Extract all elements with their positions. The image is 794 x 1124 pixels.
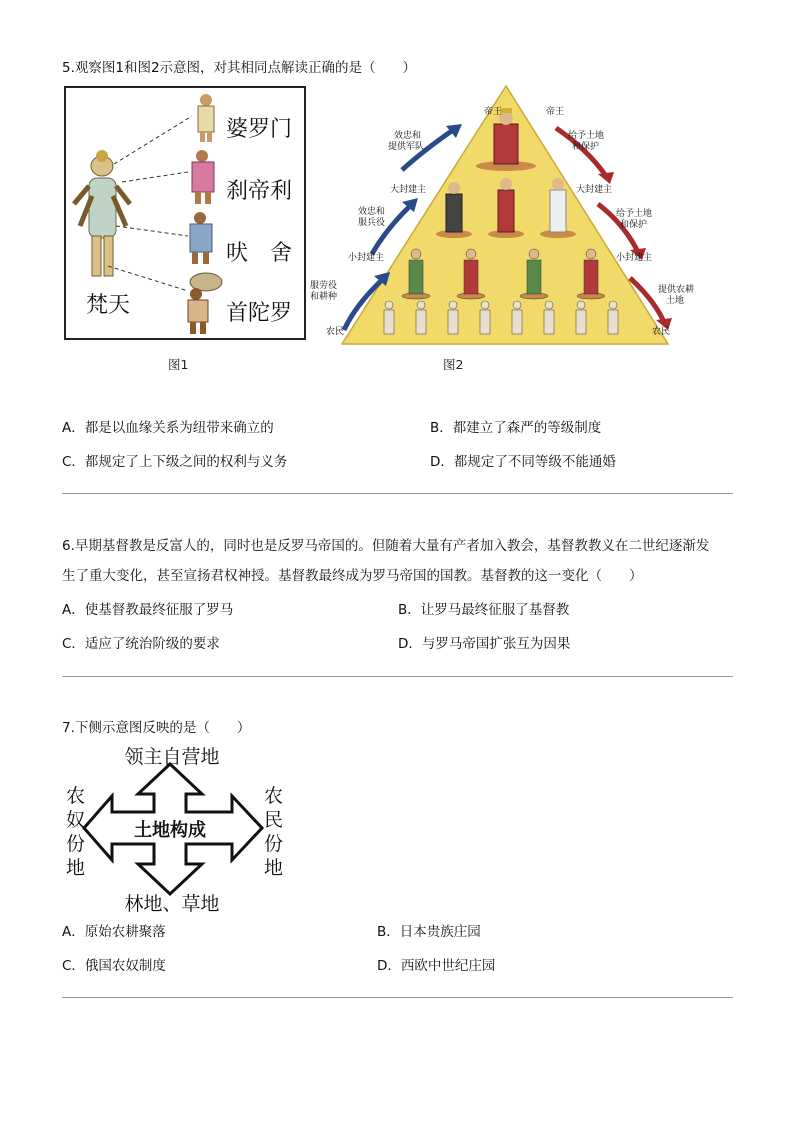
right-label-6: 农民 — [652, 327, 671, 337]
right-label-3: 给予土地和保护 — [616, 209, 653, 230]
q7-option-c[interactable]: C．俄国农奴制度 — [62, 958, 166, 974]
right-top-label: 帝王 — [546, 107, 565, 117]
diagram-left-char-4: 地 — [66, 857, 86, 879]
q5-option-c[interactable]: C．都规定了上下级之间的权利与义务 — [62, 454, 288, 470]
right-label-1: 给予土地和保护 — [568, 131, 605, 152]
q7-option-a[interactable]: A．原始农耕聚落 — [62, 924, 166, 940]
caste-label-shudra: 首陀罗 — [226, 301, 293, 326]
caste-label-kshatriya: 刹帝利 — [226, 179, 293, 204]
diagram-right-char-3: 份 — [264, 833, 284, 855]
left-label-5: 服劳役和耕种 — [310, 281, 338, 302]
diagram-top-label: 领主自营地 — [124, 746, 220, 768]
left-label-1: 效忠和提供军队 — [388, 131, 425, 152]
left-label-4: 小封建主 — [348, 253, 385, 263]
caste-label-vaishya: 吠 舍 — [226, 241, 293, 266]
question-6-stem-line-2: 生了重大变化，甚至宣扬君权神授。基督教最终成为罗马帝国的国教。基督教的这一变化（ ） — [62, 568, 643, 584]
q6-option-a[interactable]: A．使基督教最终征服了罗马 — [62, 602, 234, 618]
left-top-label: 帝王 — [484, 107, 503, 117]
q5-option-d[interactable]: D．都规定了不同等级不能通婚 — [430, 454, 616, 470]
diagram-right-char-1: 农 — [264, 785, 284, 807]
q7-option-d[interactable]: D．西欧中世纪庄园 — [377, 958, 496, 974]
right-label-2: 大封建主 — [576, 185, 613, 195]
left-label-6: 农民 — [326, 327, 345, 337]
right-label-5: 提供农耕土地 — [658, 285, 695, 306]
diagram-left-char-3: 份 — [66, 833, 86, 855]
land-composition-diagram — [62, 742, 292, 916]
diagram-right-char-4: 地 — [264, 857, 284, 879]
figure-1-caste-diagram — [64, 86, 306, 340]
divider-1 — [62, 493, 733, 494]
question-5-stem: 5.观察图1和图2示意图，对其相同点解读正确的是（ ） — [62, 60, 417, 76]
diagram-bottom-label: 林地、草地 — [124, 893, 220, 915]
figure-1-caption: 图1 — [168, 357, 189, 372]
q5-option-b[interactable]: B．都建立了森严的等级制度 — [430, 420, 602, 436]
divider-3 — [62, 997, 733, 998]
question-7-stem: 7.下侧示意图反映的是（ ） — [62, 720, 251, 736]
diagram-left-char-2: 奴 — [66, 809, 86, 831]
figure-2-caption: 图2 — [443, 357, 464, 372]
q6-option-d[interactable]: D．与罗马帝国扩张互为因果 — [398, 636, 571, 652]
deity-label-brahma: 梵天 — [86, 293, 131, 318]
left-label-2: 大封建主 — [390, 185, 427, 195]
q5-option-a[interactable]: A．都是以血缘关系为纽带来确立的 — [62, 420, 274, 436]
left-label-3: 效忠和服兵役 — [358, 207, 386, 228]
q7-option-b[interactable]: B．日本贵族庄园 — [377, 924, 481, 940]
great-lords-icons — [436, 178, 576, 238]
right-label-4: 小封建主 — [616, 253, 653, 263]
figure-2-feudal-pyramid — [306, 84, 708, 346]
q6-option-b[interactable]: B．让罗马最终征服了基督教 — [398, 602, 570, 618]
question-6-stem-line-1: 6.早期基督教是反富人的，同时也是反罗马帝国的。但随着大量有产者加入教会，基督教教义在二世纪逐渐发 — [62, 538, 710, 554]
caste-label-brahmin: 婆罗门 — [226, 117, 293, 142]
divider-2 — [62, 676, 733, 677]
diagram-left-char-1: 农 — [66, 785, 86, 807]
diagram-right-char-2: 民 — [264, 809, 284, 831]
diagram-center-label: 土地构成 — [134, 820, 206, 841]
q6-option-c[interactable]: C．适应了统治阶级的要求 — [62, 636, 220, 652]
